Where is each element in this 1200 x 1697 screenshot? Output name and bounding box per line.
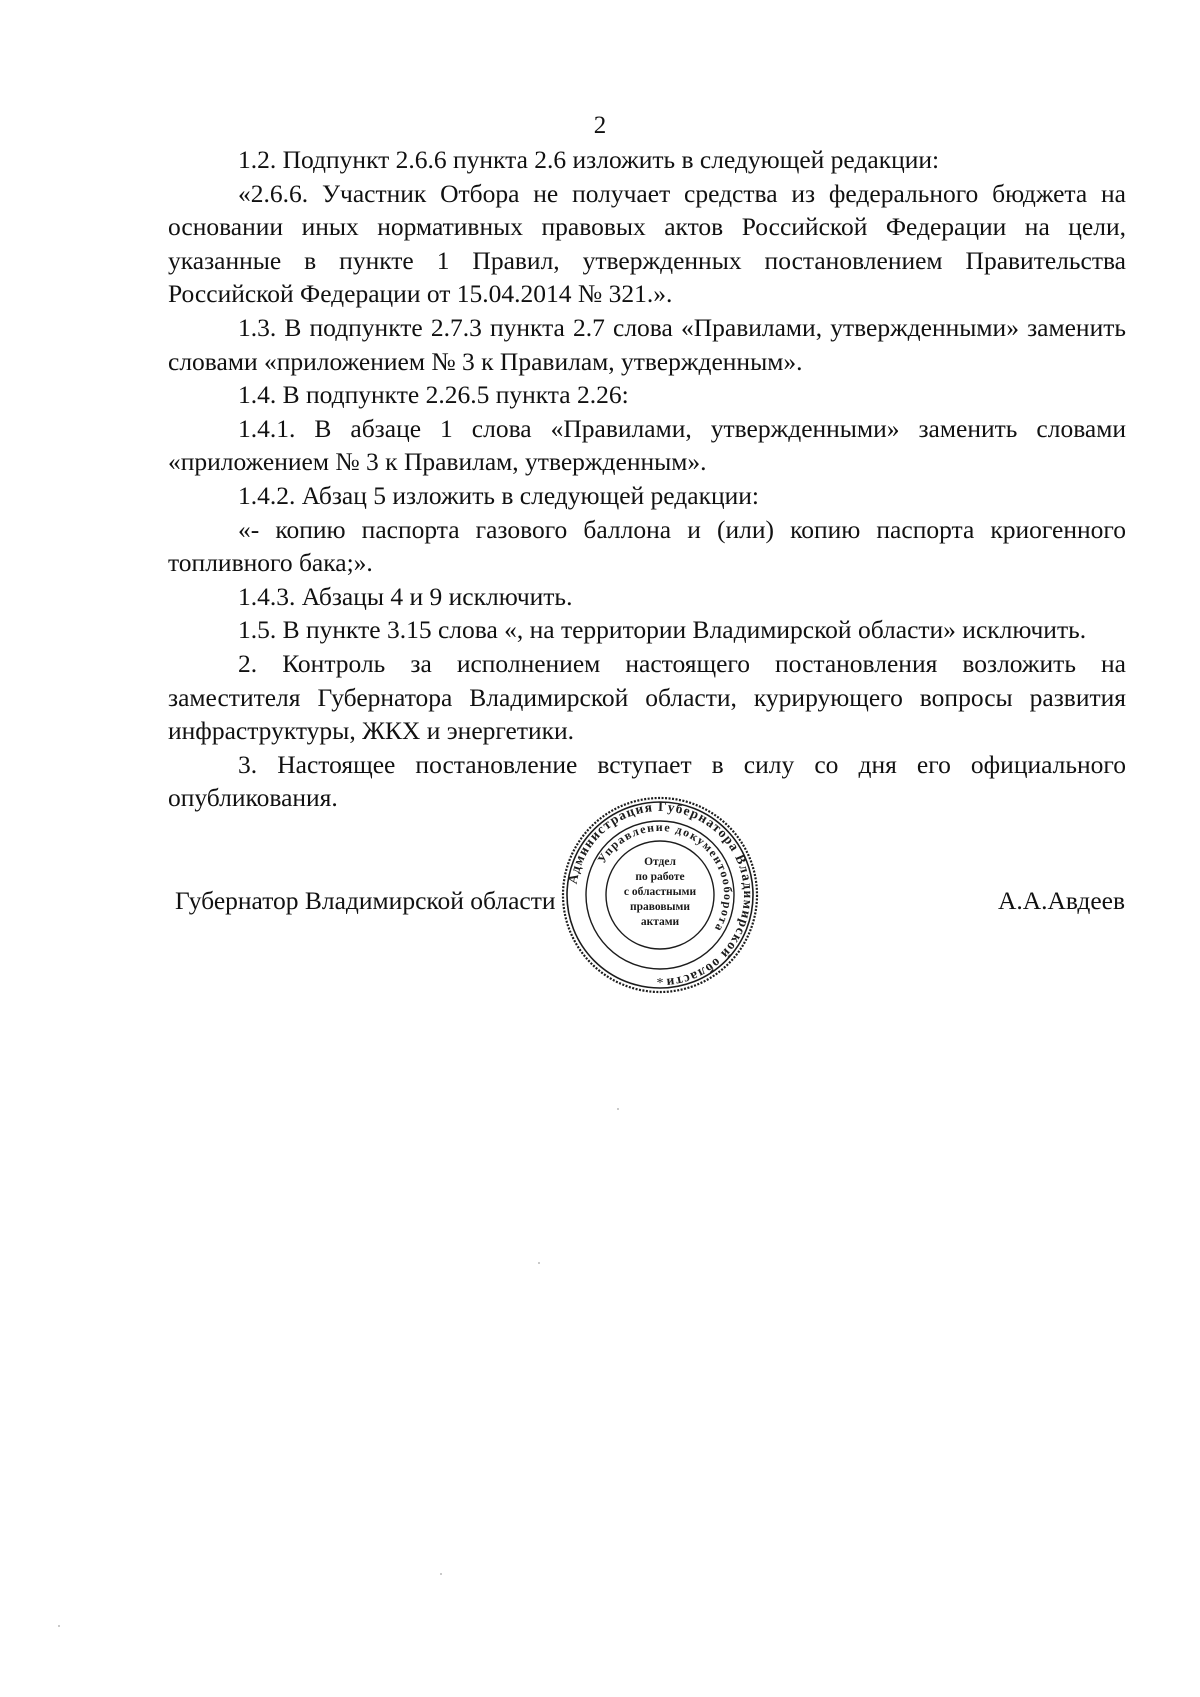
stamp-inner-text: Управление документооборота bbox=[594, 819, 736, 936]
stamp-outer-text: Администрация Губернатора Владимирской области bbox=[564, 798, 757, 991]
stamp-center-line: с областными bbox=[623, 886, 697, 898]
stamp-star: * bbox=[656, 976, 664, 991]
paragraph-1-5: 1.5. В пункте 3.15 слова «, на территории Владимирской области» исключить. bbox=[238, 615, 1087, 645]
stamp-center-line: актами bbox=[640, 916, 680, 928]
stamp-center-line: Отдел bbox=[644, 856, 676, 868]
scan-speck bbox=[440, 1573, 442, 1575]
paragraph-1-4-3: 1.4.3. Абзацы 4 и 9 исключить. bbox=[238, 581, 573, 611]
paragraph-2-6-6-text: «2.6.6. Участник Отбора не получает средства из федерального бюджета на основании иных нормативных правовых актов Российской Федерации на цели, указанные в пункте 1 Правил, утвержденных постановлением Правительства Российской Федерации от 15.04.2014 № 321.». bbox=[168, 178, 1126, 309]
paragraph-1-2: 1.2. Подпункт 2.6.6 пункта 2.6 изложить в следующей редакции: bbox=[238, 145, 940, 174]
official-stamp bbox=[560, 795, 760, 995]
scan-speck bbox=[58, 1625, 60, 1627]
stamp-center-line: по работе bbox=[635, 871, 685, 883]
paragraph-1-3: 1.3. В подпункте 2.7.3 пункта 2.7 слова «Правилами, утвержденными» заменить словами «приложением № 3 к Правилам, утвержденным». bbox=[168, 312, 1126, 376]
scan-speck bbox=[538, 1262, 540, 1264]
paragraph-1-4-2: 1.4.2. Абзац 5 изложить в следующей редакции: bbox=[238, 480, 759, 510]
signer-position: Губернатор Владимирской области bbox=[175, 886, 556, 915]
scan-speck bbox=[617, 1108, 619, 1110]
document-body bbox=[168, 143, 1126, 815]
paragraph-1-4-1: 1.4.1. В абзаце 1 слова «Правилами, утвержденными» заменить словами «приложением № 3 к Правилам, утвержденным». bbox=[168, 413, 1126, 477]
stamp-center-text bbox=[560, 855, 760, 930]
paragraph-3-effect: 3. Настоящее постановление вступает в силу со дня его официального опубликования. bbox=[168, 749, 1126, 813]
page-number: 2 bbox=[593, 112, 607, 139]
stamp-center-line: правовыми bbox=[629, 901, 690, 913]
paragraph-2-control: 2. Контроль за исполнением настоящего постановления возложить на заместителя Губернатора Владимирской области, курирующего вопросы развития инфраструктуры, ЖКХ и энергетики. bbox=[168, 648, 1126, 746]
signer-name: А.А.Авдеев bbox=[997, 886, 1125, 915]
paragraph-1-4: 1.4. В подпункте 2.26.5 пункта 2.26: bbox=[238, 380, 629, 410]
paragraph-passport-copy: «- копию паспорта газового баллона и (или) копию паспорта криогенного топливного бака;». bbox=[168, 514, 1126, 578]
